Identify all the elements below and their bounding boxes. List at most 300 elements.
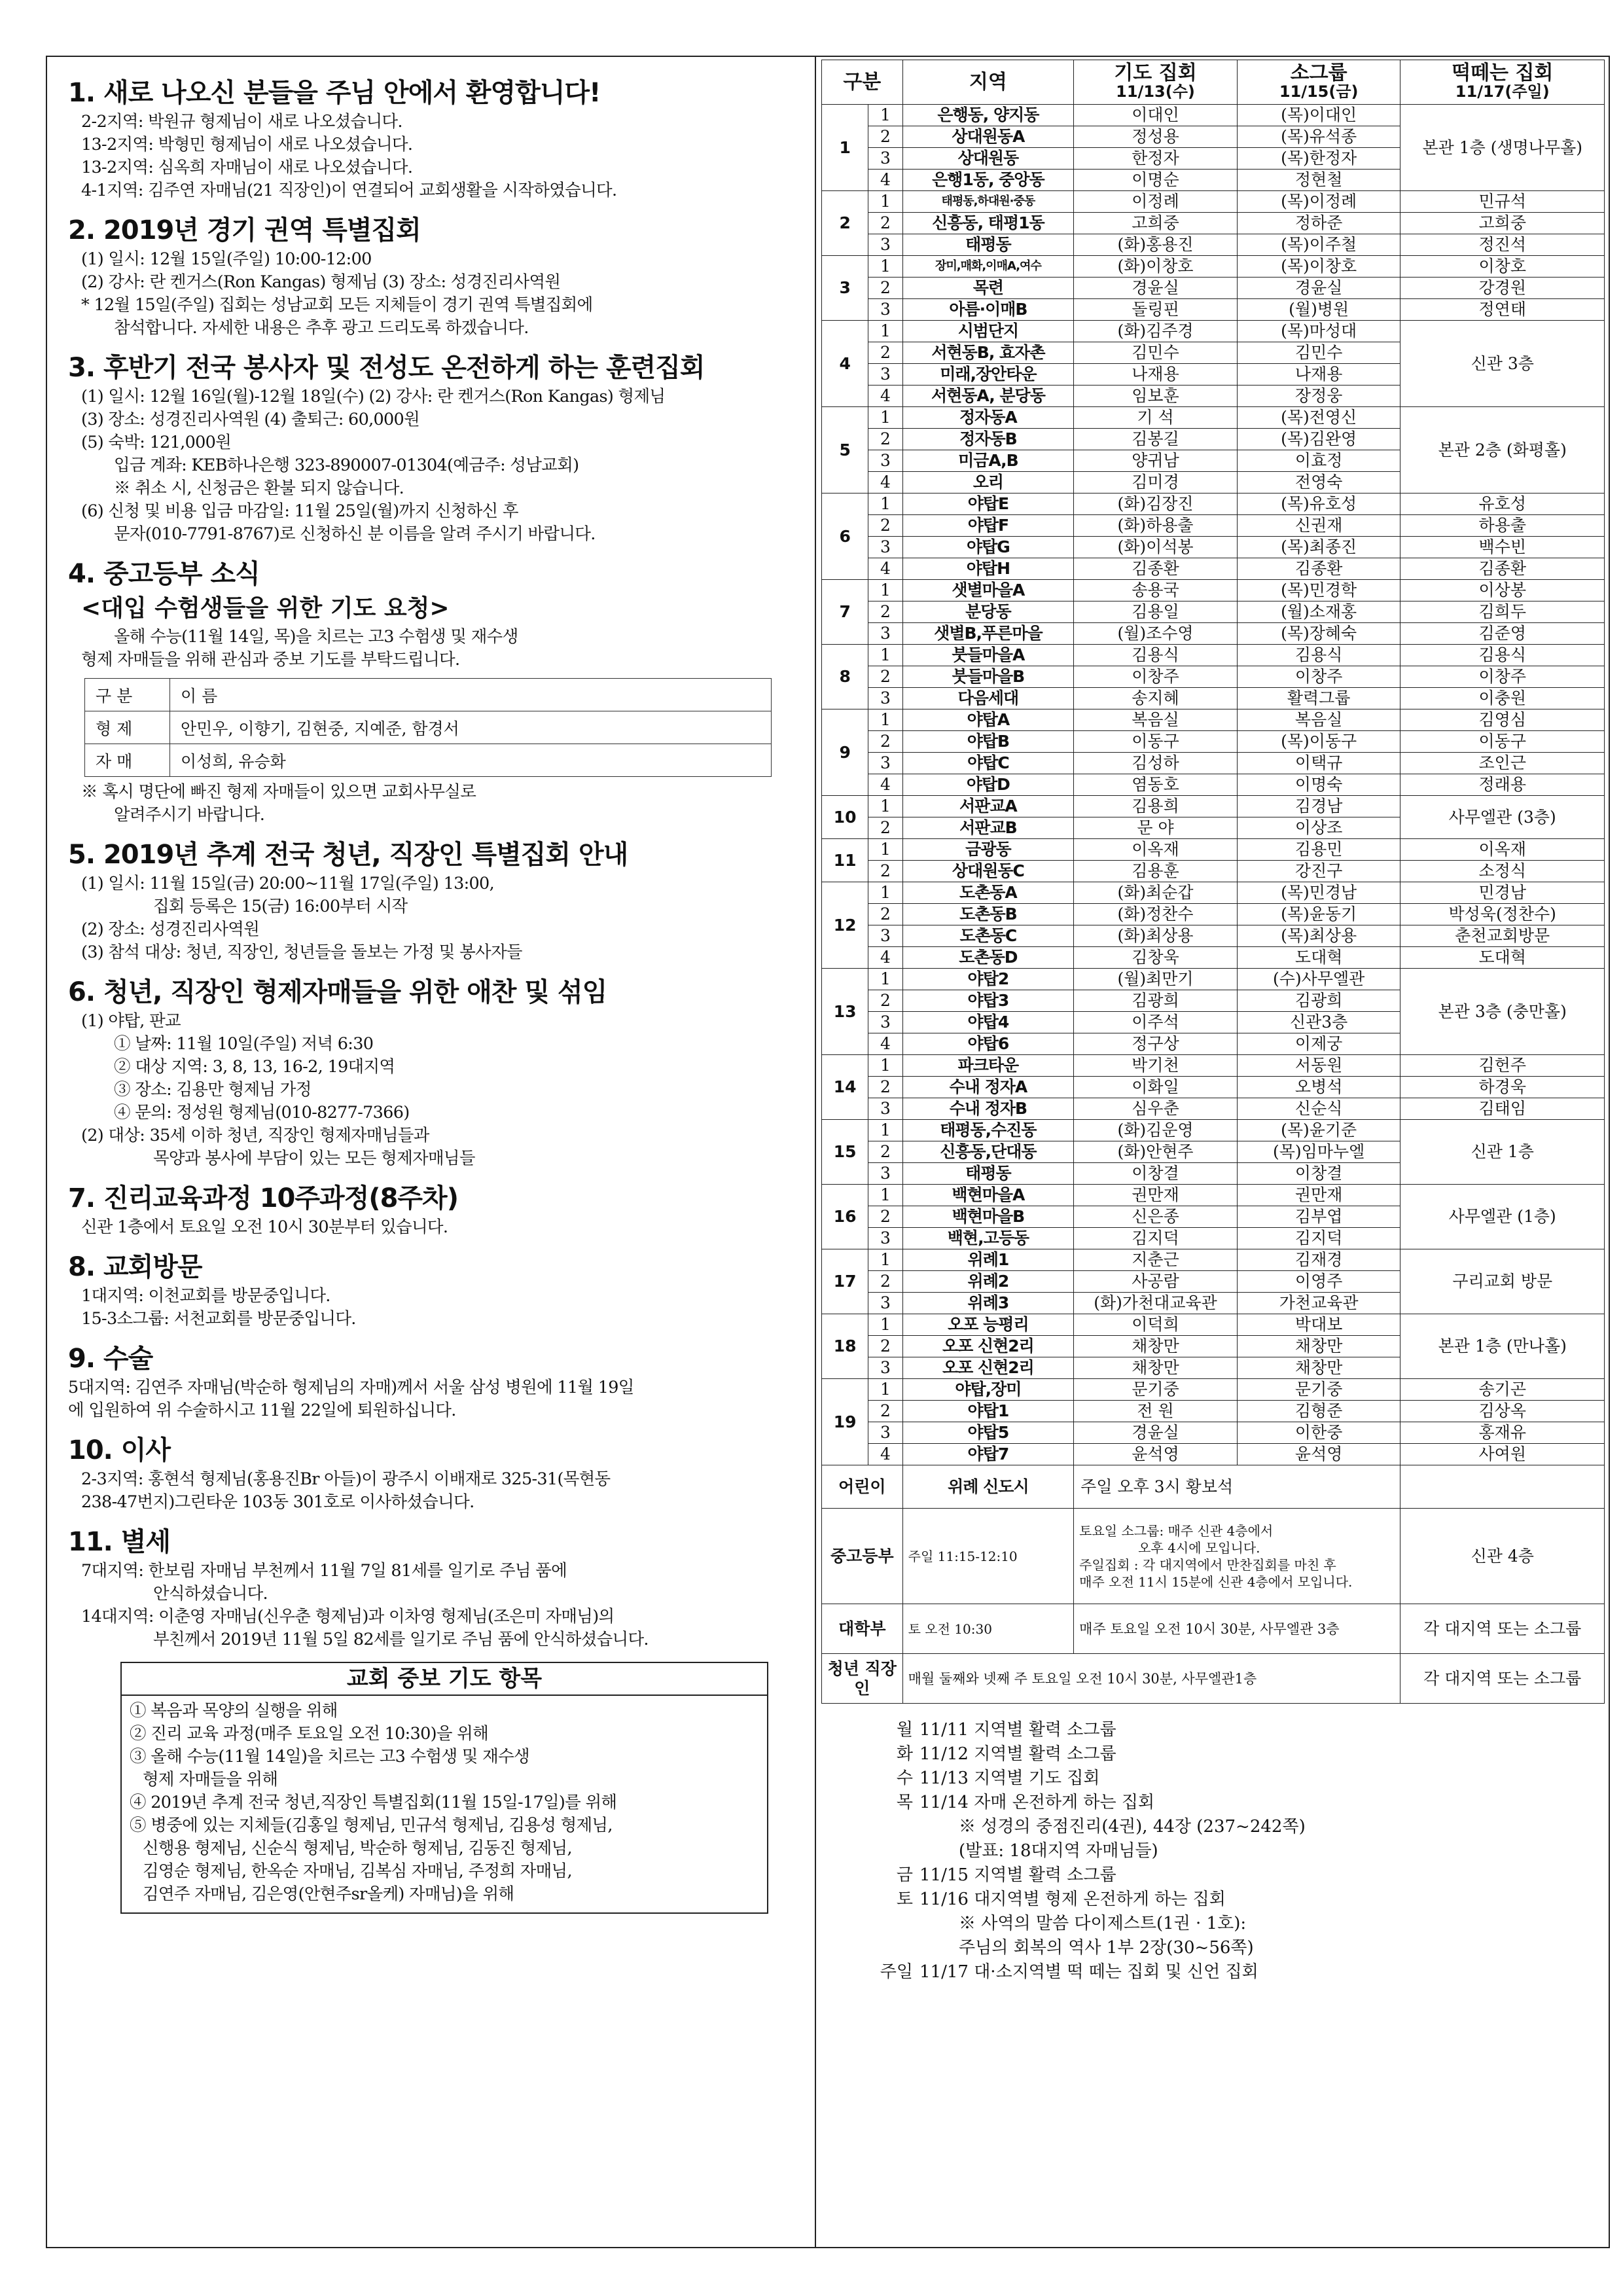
schedule-column (817, 57, 1609, 2247)
area-cell: 태평동 (902, 1163, 1074, 1185)
header-small-group (1237, 60, 1400, 105)
meeting-place-cell: 구리교회 방문 (1400, 1249, 1605, 1314)
section-title: 3. 후반기 전국 봉사자 및 전성도 온전하게 하는 훈련집회 (68, 353, 705, 383)
text-line: ① 날짜: 11월 10일(주일) 저녁 6:30 (114, 1034, 374, 1054)
weekday-label: 월 (896, 1720, 913, 1740)
prayer-leader-cell: 김봉길 (1074, 429, 1238, 450)
text-line: 안식하셨습니다. (153, 1584, 268, 1604)
area-cell: 야탑1 (902, 1401, 1074, 1422)
district-number: 18 (822, 1314, 868, 1379)
weekly-item (861, 1960, 1605, 1984)
bread-breaking-cell: 하용출 (1400, 515, 1605, 537)
text-line: 2-2지역: 박원규 형제님이 새로 나오셨습니다. (81, 112, 402, 132)
subdistrict-number: 3 (868, 623, 902, 645)
section-title: 7. 진리교육과정 10주과정(8주차) (68, 1183, 458, 1213)
header-label: 소그룹 (1290, 61, 1347, 84)
district-number: 7 (822, 580, 868, 645)
subdistrict-number: 1 (868, 796, 902, 817)
area-cell: 미래,장안타운 (902, 364, 1074, 386)
category-label: 중고등부 (822, 1509, 903, 1604)
prayer-leader-cell: (화)이창호 (1074, 256, 1238, 278)
subdistrict-number: 1 (868, 1379, 902, 1401)
prayer-leader-cell: 문기중 (1074, 1379, 1238, 1401)
area-cell: 도촌동A (902, 882, 1074, 904)
prayer-leader-cell: 채창만 (1074, 1336, 1238, 1357)
prayer-item: ② 진리 교육 과정(매주 토요일 오전 10:30)을 위해 (130, 1724, 489, 1744)
prayer-item: ③ 올해 수능(11월 14일)을 치르는 고3 수험생 및 재수생 (130, 1747, 529, 1767)
bulletin-page (46, 56, 1610, 2248)
schedule-row (822, 407, 1605, 429)
prayer-leader-cell: 이창결 (1074, 1163, 1238, 1185)
bread-breaking-cell: 김영심 (1400, 709, 1605, 731)
prayer-items-box (120, 1662, 768, 1914)
prayer-leader-cell: (화)하용출 (1074, 515, 1238, 537)
small-group-leader-cell: 이제궁 (1237, 1033, 1400, 1055)
bread-breaking-cell: 조인근 (1400, 753, 1605, 774)
area-cell: 샛별B,푸른마을 (902, 623, 1074, 645)
weekly-schedule (821, 1704, 1605, 1984)
bread-breaking-cell: 이동구 (1400, 731, 1605, 753)
category-label: 대학부 (822, 1604, 903, 1654)
prayer-leader-cell: 지춘근 (1074, 1249, 1238, 1271)
small-group-leader-cell: (목)윤기준 (1237, 1120, 1400, 1141)
meeting-place-cell: 본관 3층 (충만홀) (1400, 969, 1605, 1055)
subdistrict-number: 4 (868, 1033, 902, 1055)
prayer-leader-cell: 김용일 (1074, 601, 1238, 623)
description-line: 오후 4시에 모입니다. (1138, 1539, 1260, 1556)
description-line: 토요일 소그룹: 매주 신관 4층에서 (1079, 1522, 1274, 1539)
area-cell: 다음세대 (902, 688, 1074, 709)
text-line: ④ 문의: 정성원 형제님(010-8277-7366) (114, 1103, 410, 1122)
text-line: ※ 취소 시, 신청금은 환불 되지 않습니다. (114, 478, 404, 498)
subdistrict-number: 3 (868, 1422, 902, 1444)
subdistrict-number: 2 (868, 666, 902, 688)
prayer-leader-cell: 채창만 (1074, 1357, 1238, 1379)
schedule-row (822, 796, 1605, 817)
bread-breaking-cell: 백수빈 (1400, 537, 1605, 558)
prayer-leader-cell: 이명순 (1074, 170, 1238, 191)
area-cell: 야탑G (902, 537, 1074, 558)
announcements-column (47, 57, 816, 2247)
weekly-item (861, 1742, 1605, 1767)
small-group-leader-cell: (수)사무엘관 (1237, 969, 1400, 990)
small-group-leader-cell: 김부엽 (1237, 1206, 1400, 1228)
subdistrict-number: 3 (868, 234, 902, 256)
meeting-place-cell (1400, 1465, 1605, 1509)
small-group-leader-cell: 윤석영 (1237, 1444, 1400, 1465)
bread-breaking-cell: 김종환 (1400, 558, 1605, 580)
schedule-row (822, 1055, 1605, 1077)
prayer-leader-cell: 김미경 (1074, 472, 1238, 493)
subdistrict-number: 3 (868, 364, 902, 386)
area-cell: 상대원동C (902, 861, 1074, 882)
area-cell: 정자동A (902, 407, 1074, 429)
category-label: 청년 직장인 (822, 1654, 903, 1704)
district-number: 4 (822, 321, 868, 407)
schedule-row (822, 1185, 1605, 1206)
prayer-leader-cell: 이정례 (1074, 191, 1238, 213)
bread-breaking-cell: 소정식 (1400, 861, 1605, 882)
small-group-leader-cell: (목)민경남 (1237, 882, 1400, 904)
subdistrict-number: 1 (868, 969, 902, 990)
subdistrict-number: 2 (868, 213, 902, 234)
subdistrict-number: 1 (868, 105, 902, 126)
weekly-item (861, 1839, 1605, 1863)
schedule-row (822, 688, 1605, 709)
text-line: (2) 장소: 성경진리사역원 (81, 920, 260, 939)
children-row (822, 1465, 1605, 1509)
small-group-leader-cell: 이효정 (1237, 450, 1400, 472)
subdistrict-number: 3 (868, 925, 902, 947)
area-cell: 수내 정자B (902, 1098, 1074, 1120)
area-cell: 태평동,수진동 (902, 1120, 1074, 1141)
prayer-leader-cell: (화)김장진 (1074, 493, 1238, 515)
small-group-leader-cell: (목)유석종 (1237, 126, 1400, 148)
prayer-leader-cell: 김용식 (1074, 645, 1238, 666)
header-area: 지역 (902, 60, 1074, 105)
subdistrict-number: 1 (868, 256, 902, 278)
area-cell: 샛별마을A (902, 580, 1074, 601)
district-number: 16 (822, 1185, 868, 1249)
area-cell: 오포 능평리 (902, 1314, 1074, 1336)
subdistrict-number: 4 (868, 947, 902, 969)
district-number: 2 (822, 191, 868, 256)
section-church-visit (68, 1249, 789, 1331)
area-cell: 위례 신도시 (902, 1465, 1074, 1509)
section-obituary (68, 1524, 789, 1651)
text-line: 13-2지역: 심옥희 자매님이 새로 나오셨습니다. (81, 158, 413, 177)
small-group-leader-cell: 도대혁 (1237, 947, 1400, 969)
weekly-item (861, 1718, 1605, 1742)
small-group-leader-cell: 경윤실 (1237, 278, 1400, 299)
prayer-leader-cell: (화)이석봉 (1074, 537, 1238, 558)
text-line: 5대지역: 김연주 자매님(박순하 형제님의 자매)께서 서울 삼성 병원에 11월 19일 (68, 1378, 634, 1397)
subdistrict-number: 2 (868, 861, 902, 882)
schedule-row (822, 105, 1605, 126)
area-cell: 야탑5 (902, 1422, 1074, 1444)
small-group-leader-cell: 김형준 (1237, 1401, 1400, 1422)
bread-breaking-cell: 민경남 (1400, 882, 1605, 904)
schedule-row (822, 1249, 1605, 1271)
header-label: 기도 집회 (1114, 61, 1197, 84)
prayer-leader-cell: (화)김운영 (1074, 1120, 1238, 1141)
prayer-leader-cell: 박기천 (1074, 1055, 1238, 1077)
prayer-item: ⑤ 병중에 있는 지체들(김홍일 형제님, 민규석 형제님, 김용성 형제님, (130, 1816, 613, 1835)
bread-breaking-cell: 김준영 (1400, 623, 1605, 645)
area-cell: 붓들마을B (902, 666, 1074, 688)
prayer-leader-cell: 나재용 (1074, 364, 1238, 386)
district-number: 3 (822, 256, 868, 321)
text-line: (1) 일시: 11월 15일(금) 20:00~11월 17일(주일) 13:00, (81, 874, 494, 893)
text-line: ③ 장소: 김용만 형제님 가정 (114, 1080, 312, 1100)
text-line: (6) 신청 및 비용 입금 마감일: 11월 25일(월)까지 신청하신 후 (81, 501, 518, 521)
prayer-leader-cell: (화)정찬수 (1074, 904, 1238, 925)
area-cell: 야탑3 (902, 990, 1074, 1012)
section-title: 5. 2019년 추계 전국 청년, 직장인 특별집회 안내 (68, 840, 628, 870)
bread-breaking-cell: 이충원 (1400, 688, 1605, 709)
text-line: 참석합니다. 자세한 내용은 추후 광고 드리도록 하겠습니다. (114, 318, 529, 338)
header-date: 11/15(금) (1279, 82, 1359, 101)
prayer-leader-cell: 사공람 (1074, 1271, 1238, 1293)
area-cell: 상대원동A (902, 126, 1074, 148)
table-row (85, 711, 772, 744)
weekly-text: 주님의 회복의 역사 1부 2장(30~56쪽) (959, 1938, 1254, 1958)
schedule-row (822, 1077, 1605, 1098)
schedule-row (822, 1098, 1605, 1120)
schedule-row (822, 213, 1605, 234)
small-group-leader-cell: 김민수 (1237, 342, 1400, 364)
area-cell: 위례3 (902, 1293, 1074, 1314)
text-line: * 12월 15일(주일) 집회는 성남교회 모든 지체들이 경기 권역 특별집회에 (81, 295, 593, 315)
area-cell: 야탑F (902, 515, 1074, 537)
subdistrict-number: 3 (868, 1228, 902, 1249)
table-row (85, 679, 772, 711)
text-line: 1대지역: 이천교회를 방문중입니다. (81, 1286, 330, 1306)
subdistrict-number: 3 (868, 537, 902, 558)
area-cell: 야탑2 (902, 969, 1074, 990)
table-cell: 안민우, 이향기, 김현중, 지예준, 함경서 (170, 711, 772, 744)
bread-breaking-cell: 이창호 (1400, 256, 1605, 278)
prayer-leader-cell: 양귀남 (1074, 450, 1238, 472)
prayer-leader-cell: 돌링핀 (1074, 299, 1238, 321)
header-date: 11/17(주일) (1455, 82, 1550, 101)
weekly-text: 11/12 지역별 활력 소그룹 (919, 1744, 1116, 1764)
prayer-leader-cell: (화)최순갑 (1074, 882, 1238, 904)
text-line: 신관 1층에서 토요일 오전 10시 30분부터 있습니다. (81, 1217, 448, 1237)
schedule-row (822, 493, 1605, 515)
district-number: 17 (822, 1249, 868, 1314)
subdistrict-number: 1 (868, 1249, 902, 1271)
text-line: 입금 계좌: KEB하나은행 323-890007-01304(예금주: 성남교회) (114, 456, 579, 475)
small-group-leader-cell: (목)민경학 (1237, 580, 1400, 601)
small-group-leader-cell: 이영주 (1237, 1271, 1400, 1293)
area-cell: 야탑E (902, 493, 1074, 515)
text-line: (1) 야탑, 판교 (81, 1011, 181, 1031)
meeting-place-cell: 각 대지역 또는 소그룹 (1400, 1654, 1605, 1704)
schedule-row (822, 774, 1605, 796)
weekday-label: 화 (896, 1744, 913, 1764)
table-row (85, 744, 772, 777)
subdistrict-number: 2 (868, 1141, 902, 1163)
subdistrict-number: 1 (868, 191, 902, 213)
subdistrict-number: 3 (868, 688, 902, 709)
small-group-leader-cell: 정현철 (1237, 170, 1400, 191)
small-group-leader-cell: 채창만 (1237, 1336, 1400, 1357)
table-cell: 자 매 (85, 744, 170, 777)
district-number: 5 (822, 407, 868, 493)
subdistrict-number: 2 (868, 817, 902, 839)
prayer-leader-cell: 김광희 (1074, 990, 1238, 1012)
schedule-row (822, 191, 1605, 213)
bread-breaking-cell: 도대혁 (1400, 947, 1605, 969)
subdistrict-number: 2 (868, 515, 902, 537)
section-title: 6. 청년, 직장인 형제자매들을 위한 애찬 및 섞임 (68, 977, 607, 1007)
area-cell: 야탑B (902, 731, 1074, 753)
subdistrict-number: 1 (868, 1185, 902, 1206)
area-cell: 붓들마을A (902, 645, 1074, 666)
prayer-leader-cell: 염동호 (1074, 774, 1238, 796)
area-cell: 시범단지 (902, 321, 1074, 342)
young-worker-row (822, 1654, 1605, 1704)
meeting-place-cell: 본관 1층 (만나홀) (1400, 1314, 1605, 1379)
area-cell: 위례2 (902, 1271, 1074, 1293)
header-date: 11/13(수) (1116, 82, 1195, 101)
prayer-leader-cell: 이창주 (1074, 666, 1238, 688)
small-group-leader-cell: 문기중 (1237, 1379, 1400, 1401)
area-cell: 태평동,하대원·중동 (902, 191, 1074, 213)
prayer-leader-cell: 경윤실 (1074, 278, 1238, 299)
district-number: 14 (822, 1055, 868, 1120)
area-cell: 도촌동D (902, 947, 1074, 969)
small-group-leader-cell: (목)이정례 (1237, 191, 1400, 213)
bread-breaking-cell: 김태임 (1400, 1098, 1605, 1120)
area-cell: 신흥동, 태평1동 (902, 213, 1074, 234)
prayer-leader-cell: 심우춘 (1074, 1098, 1238, 1120)
area-cell: 서판교B (902, 817, 1074, 839)
small-group-leader-cell: 장정웅 (1237, 386, 1400, 407)
area-cell: 야탑A (902, 709, 1074, 731)
description-cell: 매주 토요일 오전 10시 30분, 사무엘관 3층 (1074, 1604, 1400, 1654)
area-cell: 수내 정자A (902, 1077, 1074, 1098)
area-cell: 태평동 (902, 234, 1074, 256)
district-number: 10 (822, 796, 868, 839)
prayer-leader-cell: 고희중 (1074, 213, 1238, 234)
small-group-leader-cell: 김용민 (1237, 839, 1400, 861)
section-youth-news (68, 556, 789, 827)
text-line: ② 대상 지역: 3, 8, 13, 16-2, 19대지역 (114, 1057, 395, 1077)
schedule-row (822, 623, 1605, 645)
area-cell: 야탑C (902, 753, 1074, 774)
bread-breaking-cell: 정진석 (1400, 234, 1605, 256)
schedule-row (822, 1422, 1605, 1444)
meeting-place-cell: 신관 4층 (1400, 1509, 1605, 1604)
weekday-label: 수 (896, 1768, 913, 1788)
prayer-leader-cell: 이동구 (1074, 731, 1238, 753)
area-cell: 금광동 (902, 839, 1074, 861)
schedule-row (822, 580, 1605, 601)
prayer-leader-cell: 문 야 (1074, 817, 1238, 839)
text-line: (3) 장소: 성경진리사역원 (4) 출퇴근: 60,000원 (81, 410, 420, 429)
small-group-leader-cell: (목)한정자 (1237, 148, 1400, 170)
schedule-row (822, 969, 1605, 990)
subdistrict-number: 4 (868, 774, 902, 796)
small-group-leader-cell: 이한중 (1237, 1422, 1400, 1444)
small-group-leader-cell: 김용식 (1237, 645, 1400, 666)
small-group-leader-cell: (목)장혜숙 (1237, 623, 1400, 645)
small-group-leader-cell: (목)전영신 (1237, 407, 1400, 429)
meeting-place-cell: 본관 2층 (화평홀) (1400, 407, 1605, 493)
area-cell: 야탑H (902, 558, 1074, 580)
weekly-item (861, 1767, 1605, 1791)
small-group-leader-cell: 복음실 (1237, 709, 1400, 731)
text-line: 집회 등록은 15(금) 16:00부터 시작 (153, 897, 408, 916)
text-line: 15-3소그룹: 서천교회를 방문중입니다. (81, 1309, 356, 1329)
bread-breaking-cell: 홍재유 (1400, 1422, 1605, 1444)
text-line: 4-1지역: 김주연 자매님(21 직장인)이 연결되어 교회생활을 시작하였습니다. (81, 181, 617, 200)
table-header-row (822, 60, 1605, 105)
schedule-row (822, 601, 1605, 623)
youth-row (822, 1509, 1605, 1604)
subdistrict-number: 2 (868, 601, 902, 623)
schedule-row (822, 1120, 1605, 1141)
subdistrict-number: 2 (868, 1206, 902, 1228)
college-row (822, 1604, 1605, 1654)
small-group-leader-cell: 오병석 (1237, 1077, 1400, 1098)
prayer-leader-cell: 전 원 (1074, 1401, 1238, 1422)
section-youth-conference (68, 837, 789, 964)
prayer-leader-cell: 송용국 (1074, 580, 1238, 601)
prayer-leader-cell: 복음실 (1074, 709, 1238, 731)
prayer-item: 신행용 형제님, 신순식 형제님, 박순하 형제님, 김동진 형제님, (143, 1839, 572, 1858)
prayer-leader-cell: 신은종 (1074, 1206, 1238, 1228)
subdistrict-number: 3 (868, 1163, 902, 1185)
bread-breaking-cell: 김헌주 (1400, 1055, 1605, 1077)
district-number: 9 (822, 709, 868, 796)
small-group-leader-cell: (목)최상용 (1237, 925, 1400, 947)
weekly-text: 11/13 지역별 기도 집회 (919, 1768, 1100, 1788)
small-group-leader-cell: 나재용 (1237, 364, 1400, 386)
subdistrict-number: 4 (868, 1444, 902, 1465)
small-group-leader-cell: (월)소재홍 (1237, 601, 1400, 623)
subdistrict-number: 2 (868, 1077, 902, 1098)
section-surgery (68, 1341, 789, 1422)
bread-breaking-cell: 유호성 (1400, 493, 1605, 515)
table-cell: 형 제 (85, 711, 170, 744)
subdistrict-number: 3 (868, 148, 902, 170)
text-line: (3) 참석 대상: 청년, 직장인, 청년들을 돌보는 가정 및 봉사자들 (81, 942, 522, 962)
area-cell: 서현동B, 효자촌 (902, 342, 1074, 364)
area-cell: 오포 신현2리 (902, 1357, 1074, 1379)
bread-breaking-cell: 정연태 (1400, 299, 1605, 321)
meeting-schedule-table (821, 60, 1605, 1704)
area-cell: 야탑6 (902, 1033, 1074, 1055)
small-group-leader-cell: 박대보 (1237, 1314, 1400, 1336)
prayer-leader-cell: (화)김주경 (1074, 321, 1238, 342)
area-cell: 은행1동, 중앙동 (902, 170, 1074, 191)
prayer-leader-cell: 한정자 (1074, 148, 1238, 170)
prayer-leader-cell: (화)홍용진 (1074, 234, 1238, 256)
section-moving (68, 1433, 789, 1514)
subdistrict-number: 1 (868, 1314, 902, 1336)
table-cell: 이성희, 유승화 (170, 744, 772, 777)
area-cell: 야탑,장미 (902, 1379, 1074, 1401)
table-cell: 이 름 (170, 679, 772, 711)
area-cell: 도촌동B (902, 904, 1074, 925)
area-cell: 야탑7 (902, 1444, 1074, 1465)
weekly-text: ※ 성경의 중점진리(4권), 44장 (237~242쪽) (959, 1817, 1306, 1837)
schedule-row (822, 558, 1605, 580)
subdistrict-number: 1 (868, 321, 902, 342)
prayer-leader-cell: 이화일 (1074, 1077, 1238, 1098)
prayer-leader-cell: 이옥재 (1074, 839, 1238, 861)
subdistrict-number: 1 (868, 645, 902, 666)
section-title: 10. 이사 (68, 1435, 171, 1465)
prayer-leader-cell: 경윤실 (1074, 1422, 1238, 1444)
bread-breaking-cell: 이옥재 (1400, 839, 1605, 861)
time-cell: 토 오전 10:30 (902, 1604, 1074, 1654)
small-group-leader-cell: (목)유호성 (1237, 493, 1400, 515)
prayer-leader-cell: 정성용 (1074, 126, 1238, 148)
table-cell: 구 분 (85, 679, 170, 711)
schedule-row (822, 645, 1605, 666)
small-group-leader-cell: 채창만 (1237, 1357, 1400, 1379)
subdistrict-number: 2 (868, 904, 902, 925)
examinee-table (84, 678, 772, 777)
header-bread-breaking (1400, 60, 1605, 105)
prayer-leader-cell: 기 석 (1074, 407, 1238, 429)
category-label: 어린이 (822, 1465, 903, 1509)
prayer-item: ① 복음과 목양의 실행을 위해 (130, 1701, 338, 1721)
